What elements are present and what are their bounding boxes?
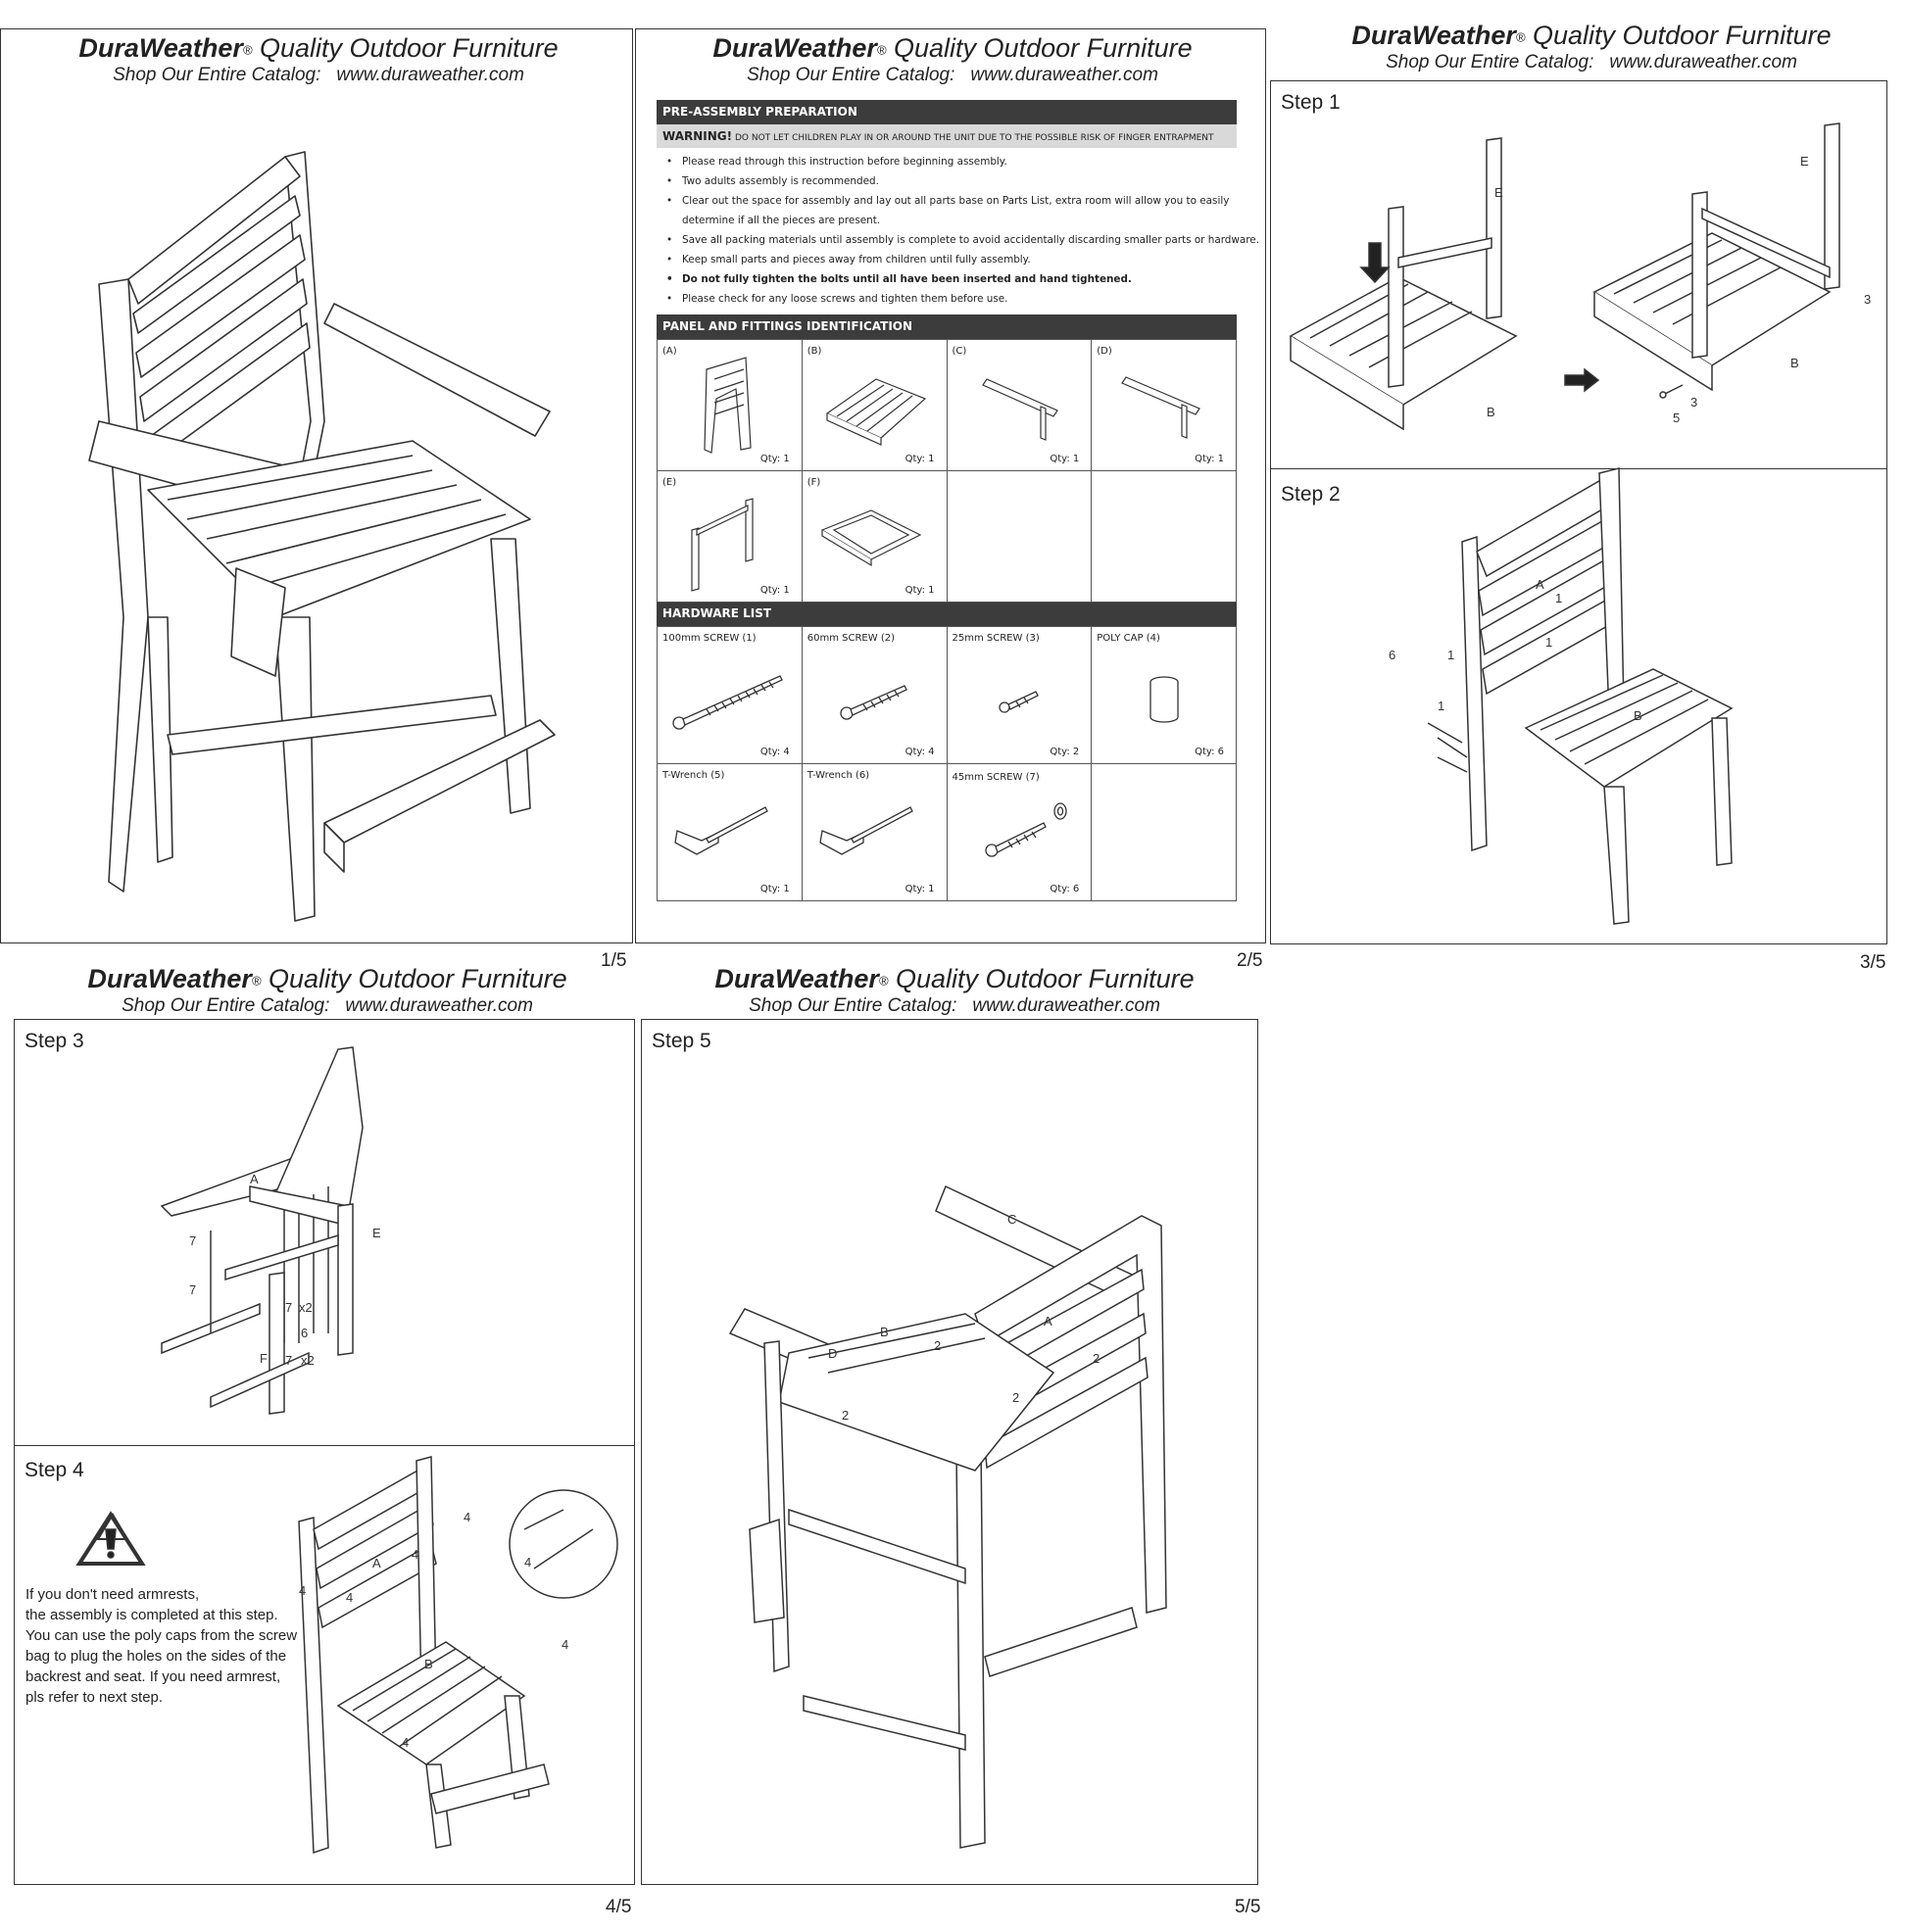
leg-frame-icon [658, 471, 803, 603]
page-header: DuraWeather® Quality Outdoor Furniture Shop Our Entire Catalog: www.duraweather.com [714, 964, 1195, 1016]
part-callout: E [1494, 185, 1503, 200]
list-item: • Clear out the space for assembly and lay out all parts base on Parts List, extra room will allow you to easily [666, 191, 1237, 211]
section-header-prep: PRE-ASSEMBLY PREPARATION [657, 100, 1237, 124]
hardware-callout: 1 [1555, 591, 1563, 605]
page-number: 1/5 [601, 950, 627, 971]
hardware-callout: 2 [1093, 1351, 1100, 1366]
panel-cell: (F) Qty: 1 [803, 471, 948, 603]
part-callout: B [424, 1657, 433, 1671]
hardware-cell: 45mm SCREW (7) Qty: 6 [948, 764, 1093, 901]
hardware-callout: 6 [301, 1326, 309, 1340]
section-header-panels: PANEL AND FITTINGS IDENTIFICATION [657, 314, 1237, 339]
step4-note: If you don't need armrests, the assembly is completed at this step. You can use the poly caps from the screw bag to plug the holes on the sides of the backrest and seat. If you need armrest, pls refer to next step. [25, 1586, 298, 1706]
brand-name: DuraWeather [78, 33, 243, 63]
hardware-callout: 3 [1690, 395, 1698, 410]
catalog-url[interactable]: www.duraweather.com [345, 995, 533, 1016]
page-header: DuraWeather® Quality Outdoor Furniture Shop Our Entire Catalog: www.duraweather.com [87, 964, 567, 1016]
catalog-url[interactable]: www.duraweather.com [1609, 52, 1797, 72]
hardware-callout: 4 [524, 1555, 532, 1570]
part-callout: E [1800, 154, 1809, 169]
section-header-hardware: HARDWARE LIST [657, 602, 1237, 626]
part-callout: B [1790, 356, 1799, 370]
part-callout: C [1007, 1212, 1017, 1227]
hardware-cell: POLY CAP (4) Qty: 6 [1092, 627, 1237, 764]
list-item: • Keep small parts and pieces away from children until fully assembly. [666, 250, 1237, 269]
page-number: 5/5 [1235, 1897, 1261, 1917]
seat-icon [803, 340, 948, 471]
hardware-grid [657, 626, 1237, 901]
panel-cell-empty [948, 471, 1093, 603]
hardware-callout: 2 [934, 1338, 942, 1353]
quantity-callout: x2 [299, 1300, 313, 1315]
hardware-cell-empty [1092, 764, 1237, 901]
panel-cell: (B) Qty: 1 [803, 340, 948, 471]
hardware-cell: 60mm SCREW (2) Qty: 4 [803, 627, 948, 764]
step5-illustration [642, 1020, 1259, 1886]
page-number: 2/5 [1237, 950, 1263, 971]
list-item: • Two adults assembly is recommended. [666, 171, 1237, 191]
step2-illustration [1271, 81, 1888, 945]
poly-cap-icon [1092, 627, 1237, 764]
part-callout: F [260, 1351, 268, 1366]
assembled-chair-illustration [1, 29, 634, 944]
step-4-label: Step 4 [24, 1459, 84, 1481]
hardware-cell: T-Wrench (5) Qty: 1 [658, 764, 803, 901]
backrest-icon [658, 340, 803, 471]
armrest-right-icon [948, 340, 1093, 471]
list-item: determine if all the pieces are present. [682, 215, 881, 226]
hardware-callout: 3 [1864, 292, 1872, 307]
page-number: 4/5 [606, 1897, 632, 1917]
hardware-callout: 4 [464, 1510, 471, 1524]
panel-cell-empty [1092, 471, 1237, 603]
part-callout: A [1044, 1314, 1052, 1328]
panels-grid [657, 339, 1237, 603]
parts-document [657, 100, 1259, 901]
hardware-callout: 6 [1389, 648, 1396, 662]
panel-cell: (E) Qty: 1 [658, 471, 803, 603]
short-screw-icon [948, 627, 1093, 764]
part-callout: A [250, 1172, 259, 1186]
catalog-url[interactable]: www.duraweather.com [972, 995, 1160, 1016]
page-1-cover [0, 28, 633, 943]
hardware-callout: 4 [562, 1637, 569, 1652]
page-4-steps [14, 1019, 635, 1885]
t-wrench-icon [803, 764, 948, 901]
step-1-label: Step 1 [1281, 91, 1341, 114]
hardware-callout: 7 [285, 1300, 293, 1315]
step-3-label: Step 3 [24, 1030, 84, 1052]
hardware-cell: 25mm SCREW (3) Qty: 2 [948, 627, 1093, 764]
panel-cell: (A) Qty: 1 [658, 340, 803, 471]
hardware-callout: 4 [346, 1590, 354, 1605]
list-item: • Please check for any loose screws and tighten them before use. [666, 289, 1237, 309]
page-5-steps [641, 1019, 1258, 1885]
hardware-callout: 1 [1447, 648, 1455, 662]
quantity-callout: x2 [301, 1353, 315, 1368]
page-number: 3/5 [1860, 952, 1886, 973]
part-callout: A [372, 1556, 381, 1570]
hardware-cell: T-Wrench (6) Qty: 1 [803, 764, 948, 901]
hardware-cell: 100mm SCREW (1) Qty: 4 [658, 627, 803, 764]
list-item: • Do not fully tighten the bolts until all have been inserted and hand tightened. [666, 269, 1237, 289]
screw-washer-icon [948, 764, 1093, 901]
panel-cell: (D) Qty: 1 [1092, 340, 1237, 471]
part-callout: A [1536, 577, 1544, 592]
medium-screw-icon [803, 627, 948, 764]
hardware-callout: 4 [299, 1583, 307, 1598]
part-callout: B [880, 1325, 889, 1339]
step-5-label: Step 5 [652, 1030, 711, 1052]
part-callout: D [828, 1346, 838, 1361]
armrest-left-icon [1092, 340, 1237, 471]
long-screw-icon [658, 627, 803, 764]
part-callout: B [1634, 708, 1642, 723]
list-item: • Please read through this instruction before beginning assembly. [666, 152, 1237, 171]
hardware-callout: 7 [189, 1233, 197, 1248]
step-2-label: Step 2 [1281, 483, 1341, 506]
hardware-callout: 1 [1438, 699, 1445, 713]
page-header: DuraWeather® Quality Outdoor Furniture Shop Our Entire Catalog: www.duraweather.com [78, 33, 559, 85]
catalog-url[interactable]: www.duraweather.com [970, 65, 1158, 85]
footrest-frame-icon [803, 471, 948, 603]
hardware-callout: 2 [842, 1408, 850, 1423]
warning-banner: WARNING! DO NOT LET CHILDREN PLAY IN OR AROUND THE UNIT DUE TO THE POSSIBLE RISK OF FINGER ENTRAPMENT [657, 124, 1237, 148]
prep-list [657, 148, 1259, 314]
part-callout: B [1487, 405, 1495, 419]
catalog-url[interactable]: www.duraweather.com [336, 65, 524, 85]
page-3-steps [1270, 80, 1887, 944]
page-header: DuraWeather® Quality Outdoor Furniture Shop Our Entire Catalog: www.duraweather.com [1351, 21, 1832, 72]
hardware-callout: 2 [1012, 1390, 1020, 1405]
hardware-callout: 5 [1673, 411, 1681, 425]
list-item: • Save all packing materials until assembly is complete to avoid accidentally discarding smaller parts or hardware. [666, 230, 1237, 250]
hardware-callout: 1 [1545, 635, 1553, 650]
hardware-callout: 7 [189, 1282, 197, 1297]
panel-cell: (C) Qty: 1 [948, 340, 1093, 471]
part-callout: E [372, 1226, 381, 1240]
hardware-callout: 4 [412, 1547, 419, 1562]
t-wrench-icon [658, 764, 803, 901]
page-header: DuraWeather® Quality Outdoor Furniture Shop Our Entire Catalog: www.duraweather.com [712, 33, 1193, 85]
step4-illustration [15, 1020, 636, 1886]
hardware-callout: 4 [402, 1735, 410, 1750]
hardware-callout: 7 [285, 1353, 293, 1368]
